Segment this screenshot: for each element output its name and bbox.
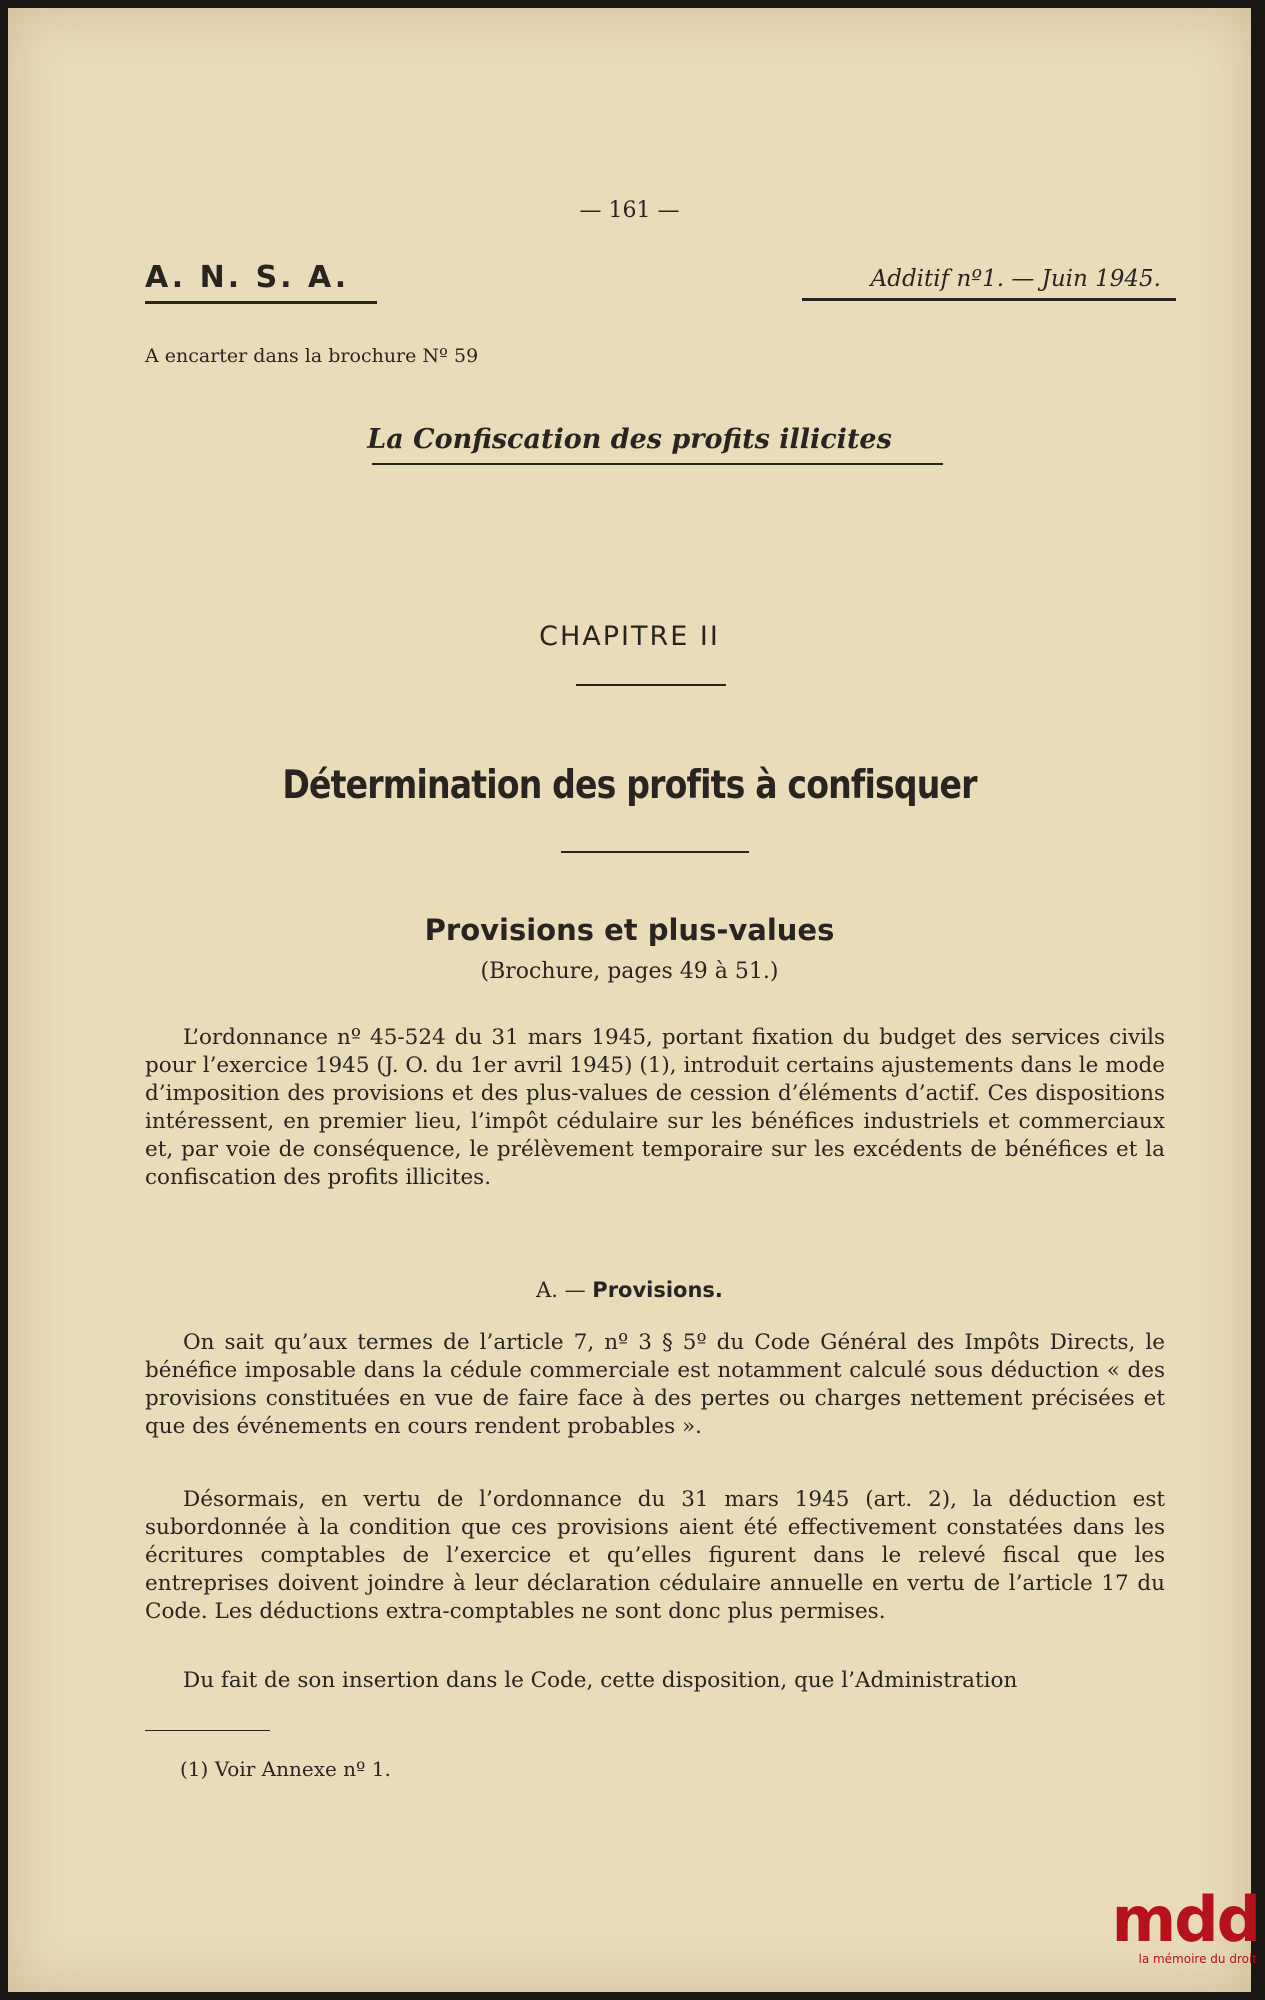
subsection-title: Provisions. [592,1278,723,1302]
subsection-prefix: A. — [536,1278,586,1302]
page-number: — 161 — [579,198,680,223]
insert-note: A encarter dans la brochure Nº 59 [145,345,479,367]
logo-mark: mdd [1111,1883,1259,1956]
additif-underline [802,298,1176,301]
watermark-logo [1105,1883,1265,1984]
paragraph-4: Du fait de son insertion dans le Code, cette disposition, que l’Administration [183,1668,1018,1693]
paragraph-3: Désormais, en vertu de l’ordonnance du 31 mars 1945 (art. 2), la déduction est subordonnée à la condition que ces provisions aient été effectivement constatées dans les écritures comptables de l’exercice et qu’elles figurent dans le relevé fiscal que les entreprises doivent joindre à leur déclaration cédulaire annuelle en vertu de l’article 17 du Code. Les déductions extra-comptables ne sont donc plus permises. [145,1487,1165,1624]
chapter-rule [576,684,726,686]
footnote: (1) Voir Annexe nº 1. [180,1757,391,1781]
organization-name: A. N. S. A. [145,260,350,295]
title-rule [561,851,749,853]
main-title: Détermination des profits à confisquer [282,763,977,808]
series-underline [372,463,943,465]
series-title: La Confiscation des profits illicites [367,424,892,455]
org-underline [145,301,377,304]
section-heading: Provisions et plus-values [424,913,835,947]
section-reference: (Brochure, pages 49 à 51.) [480,959,779,984]
footnote-rule [145,1730,270,1731]
additif-note: Additif nº1. — Juin 1945. [870,266,1161,292]
logo-tagline: la mémoire du droit [1138,1952,1257,1966]
paragraph-2: On sait qu’aux termes de l’article 7, nº 3 § 5º du Code Général des Impôts Directs, le bénéfice imposable dans la cédule commerciale est notamment calculé sous déduction « des provisions constituées en vue de faire face à des pertes ou charges nettement précisées et que des événements en cours rendent probables ». [145,1330,1165,1439]
document-page [8,8,1251,1992]
subsection-heading [8,1278,1251,1302]
chapter-heading: CHAPITRE II [539,621,720,652]
paragraph-1: L’ordonnance nº 45-524 du 31 mars 1945, portant fixation du budget des services civils pour l’exercice 1945 (J. O. du 1er avril 1945) (1), introduit certains ajustements dans le mode d’imposition des provisions et des plus-values de cession d’éléments d’actif. Ces dispositions intéressent, en premier lieu, l’impôt cédulaire sur les bénéfices industriels et commerciaux et, par voie de conséquence, le prélèvement temporaire sur les excédents de bénéfices et la confiscation des profits illicites. [145,1025,1165,1190]
